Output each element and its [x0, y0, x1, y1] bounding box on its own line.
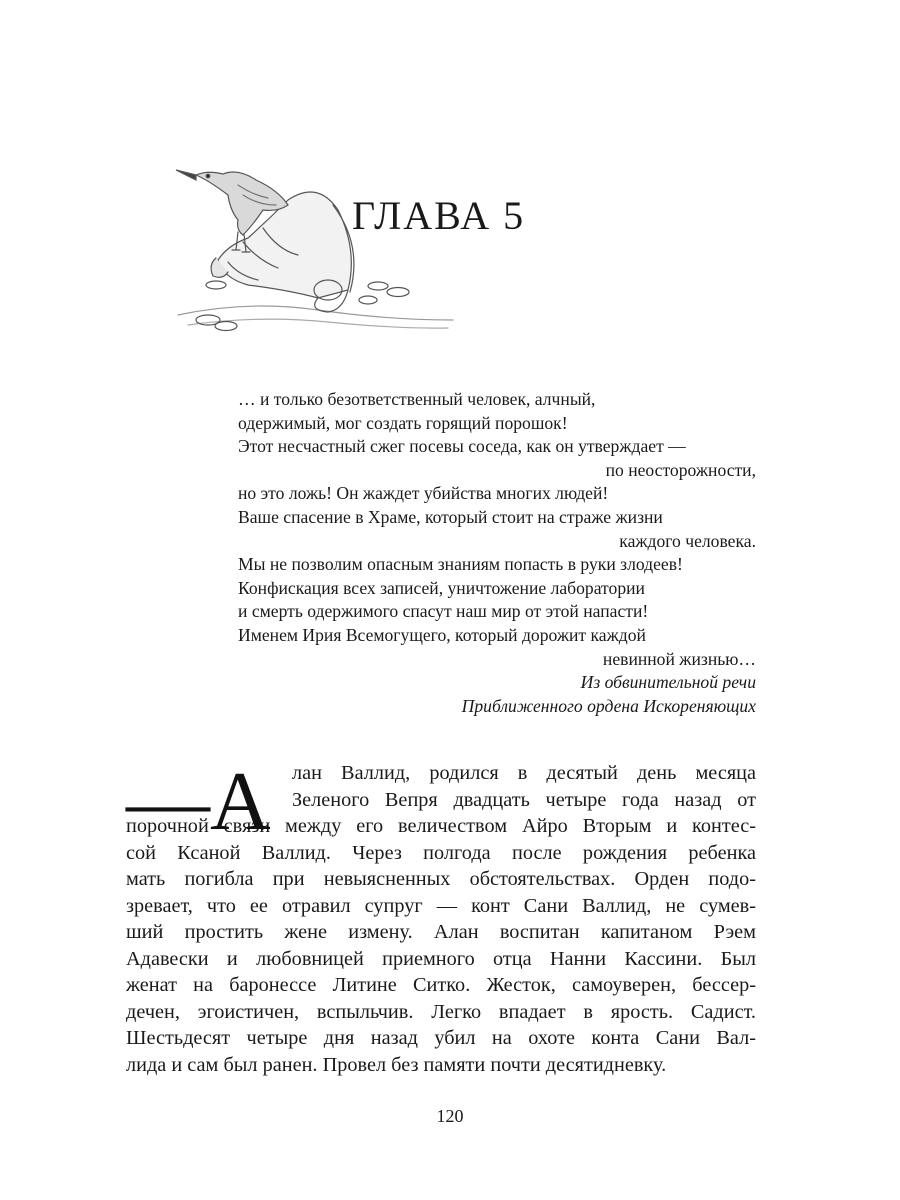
page-number: 120	[436, 1106, 464, 1126]
body-line-text: мать погибла при невыясненных обстоятельствах. Орден подо-	[126, 868, 756, 890]
chapter-title: ГЛАВА 5	[352, 193, 526, 238]
epigraph-line: по неосторожности,	[605, 459, 756, 480]
drop-cap: —А	[126, 755, 271, 848]
body-line	[126, 866, 756, 893]
epigraph	[238, 388, 756, 718]
body-line-text: лида и сам был ранен. Провел без памяти почти десятидневку.	[126, 1053, 667, 1076]
body-line-text: порочной связи между его величеством Айро Вторым и контес-	[126, 815, 756, 837]
body-text	[126, 755, 756, 1078]
body-line-text: ший простить жене измену. Алан воспитан капитаном Рэем	[126, 921, 756, 943]
epigraph-line: невинной жизнью…	[602, 648, 756, 669]
body-line-text: дечен, эгоистичен, вспыльчив. Легко впадает в ярость. Садист.	[126, 1000, 756, 1023]
epigraph-line: … и только безответственный человек, алчный,	[238, 389, 596, 409]
body-line-text: лан Валлид, родился в десятый день месяца	[292, 762, 756, 784]
epigraph-line: но это ложь! Он жаждет убийства многих людей!	[238, 483, 609, 504]
body-line	[126, 919, 756, 946]
body-line	[126, 999, 756, 1026]
epigraph-line: одержимый, мог создать горящий порошок!	[238, 412, 568, 433]
epigraph-line: Ваше спасение в Храме, который стоит на страже жизни	[238, 506, 663, 527]
raven-on-bell-illustration	[168, 150, 458, 340]
body-line	[126, 946, 756, 973]
epigraph-line: Именем Ирия Всемогущего, который дорожит каждой	[238, 624, 646, 645]
body-line-text: зревает, что ее отравил супруг — конт Сани Валлид, не сумев-	[126, 894, 756, 917]
epigraph-line: и смерть одержимого спасут наш мир от этой напасти!	[238, 601, 649, 622]
epigraph-attribution: Приближенного ордена Искореняющих	[461, 695, 756, 716]
body-line-text: сой Ксаной Валлид. Через полгода после рождения ребенка	[126, 841, 756, 864]
epigraph-line: Конфискация всех записей, уничтожение лаборатории	[238, 577, 645, 598]
body-line	[126, 1052, 756, 1079]
epigraph-attribution: Из обвинительной речи	[580, 672, 756, 693]
body-line-text: Зеленого Вепря двадцать четыре года назад от	[292, 788, 756, 811]
body-line	[126, 972, 756, 999]
body-line	[126, 893, 756, 920]
epigraph-line: Мы не позволим опасным знаниям попасть в руки злодеев!	[238, 554, 683, 575]
body-line-text: Шестьдесят четыре дня назад убил на охоте конта Сани Вал-	[126, 1027, 756, 1049]
body-line-text: женат на баронессе Литине Ситко. Жесток, самоуверен, бессер-	[126, 974, 756, 996]
body-line	[126, 1025, 756, 1052]
epigraph-line: Этот несчастный сжег посевы соседа, как он утверждает —	[238, 436, 686, 457]
body-line-text: Адавески и любовницей приемного отца Нанни Кассини. Был	[126, 947, 756, 970]
epigraph-line: каждого человека.	[619, 530, 756, 551]
